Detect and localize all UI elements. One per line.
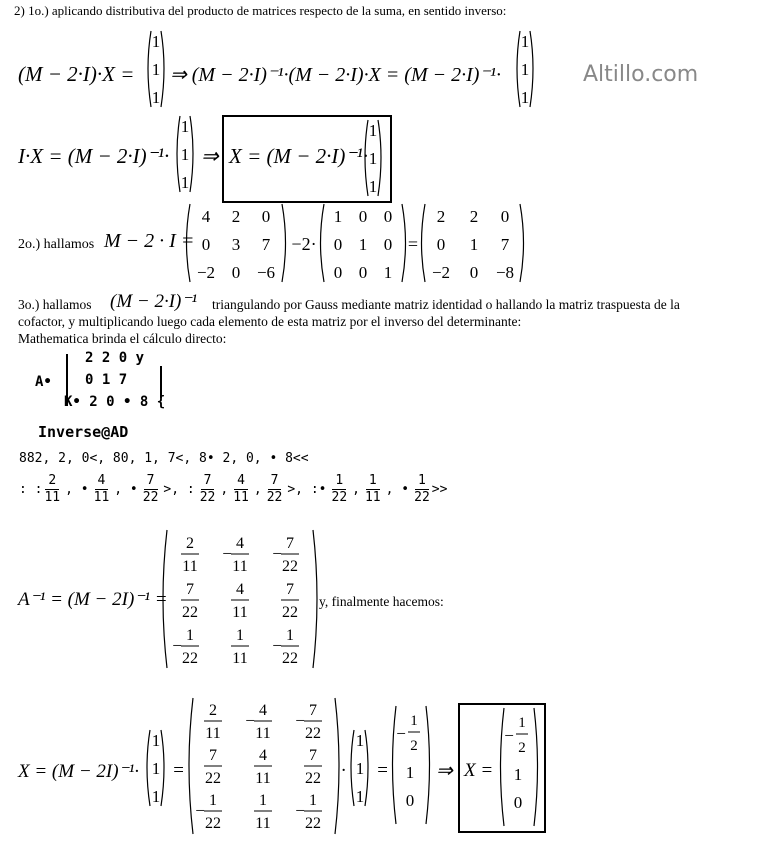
cell-denominator: 22 bbox=[305, 725, 321, 742]
matrix-cell: 0 bbox=[201, 235, 211, 254]
cell-sign: − bbox=[295, 801, 305, 820]
cell-denominator: 11 bbox=[255, 815, 271, 832]
eq3-matrices bbox=[184, 200, 529, 286]
mathematica-a-label: A• bbox=[35, 374, 52, 390]
vec-entry: 1 bbox=[151, 88, 161, 107]
cell-denominator: 11 bbox=[205, 725, 221, 742]
cell-denominator: 11 bbox=[232, 604, 248, 621]
cell-denominator: 22 bbox=[282, 558, 298, 575]
cell-numerator: 7 bbox=[209, 747, 217, 764]
cell-sign: − bbox=[272, 544, 282, 563]
mathematica-a-row: K• 2 0 • 8 { bbox=[64, 394, 166, 410]
matrix-cell: 2 bbox=[231, 207, 241, 226]
output-separator: , bbox=[220, 481, 229, 497]
result-entry: 1 bbox=[405, 763, 415, 782]
final-dot: · bbox=[341, 760, 346, 781]
matrix-cell: 0 bbox=[383, 207, 393, 226]
output-separator: , • bbox=[114, 481, 138, 497]
eq1-vector-right bbox=[512, 28, 538, 110]
finally-text: y, finalmente hacemos: bbox=[319, 594, 444, 609]
cell-numerator: 2 bbox=[209, 702, 217, 719]
matrix-cell: 0 bbox=[231, 263, 241, 282]
output-fraction bbox=[332, 473, 348, 506]
cell-numerator: 4 bbox=[259, 702, 267, 719]
matrix-cell: 1 bbox=[333, 207, 343, 226]
final-boxed-result bbox=[458, 703, 546, 833]
vec-entry: 1 bbox=[520, 60, 530, 79]
cell-sign: − bbox=[272, 636, 282, 655]
mathematica-a-row: 2 2 0 y bbox=[85, 350, 145, 366]
vec-entry: 1 bbox=[520, 88, 530, 107]
matrix-cell: 0 bbox=[469, 263, 479, 282]
cell-sign: − bbox=[222, 544, 232, 563]
matrix-cell: 0 bbox=[500, 207, 510, 226]
vec-entry: 1 bbox=[151, 759, 161, 778]
cell-numerator: 7 bbox=[286, 581, 294, 598]
matrix-cell: −2 bbox=[196, 263, 216, 282]
vec-entry: 1 bbox=[368, 121, 378, 140]
eq2-left: I·X = (M − 2·I)⁻¹· bbox=[18, 144, 170, 168]
cell-numerator: 7 bbox=[309, 747, 317, 764]
fraction-denominator: 22 bbox=[199, 489, 216, 505]
eq3-equals: = bbox=[407, 234, 419, 254]
vec-entry: 1 bbox=[355, 787, 365, 806]
fraction-denominator: 22 bbox=[266, 489, 283, 505]
fraction-numerator: 2 bbox=[45, 473, 59, 490]
cell-denominator: 22 bbox=[282, 650, 298, 667]
matrix-cell: 2 bbox=[469, 207, 479, 226]
fraction-numerator: 1 bbox=[415, 473, 429, 490]
fraction-denominator: 11 bbox=[233, 489, 249, 505]
cell-numerator: 7 bbox=[286, 535, 294, 552]
fraction-numerator: 7 bbox=[201, 473, 215, 490]
output-separator: >, : bbox=[163, 481, 195, 497]
output-fraction bbox=[143, 473, 159, 506]
output-fraction bbox=[267, 473, 283, 506]
cell-numerator: 1 bbox=[186, 627, 194, 644]
cell-denominator: 11 bbox=[255, 725, 271, 742]
vec-entry: 1 bbox=[368, 149, 378, 168]
matrix-cell: 0 bbox=[333, 235, 343, 254]
fraction-numerator: 4 bbox=[234, 473, 248, 490]
cell-sign: − bbox=[195, 801, 205, 820]
cell-numerator: 1 bbox=[236, 627, 244, 644]
vec-entry: 1 bbox=[355, 759, 365, 778]
fraction-numerator: 7 bbox=[144, 473, 158, 490]
fraction-denominator: 22 bbox=[331, 489, 348, 505]
output-separator: , • bbox=[65, 481, 89, 497]
vec-entry: 1 bbox=[151, 731, 161, 750]
eq2-vector-boxed bbox=[360, 117, 386, 199]
mathematica-output-2 bbox=[19, 468, 447, 510]
eq1-middle: ⇒ (M − 2·I)⁻¹·(M − 2·I)·X = (M − 2·I)⁻¹· bbox=[170, 64, 501, 86]
output-separator: >, :• bbox=[287, 481, 327, 497]
vec-entry: 1 bbox=[151, 32, 161, 51]
altillo-watermark: Altillo.com bbox=[583, 62, 699, 87]
vec-entry: 1 bbox=[180, 173, 190, 192]
matrix-cell: 0 bbox=[358, 207, 368, 226]
vec-entry: 1 bbox=[180, 117, 190, 136]
fraction-denominator: 22 bbox=[142, 489, 159, 505]
final-equals-2: = bbox=[376, 760, 389, 781]
cell-denominator: 22 bbox=[182, 650, 198, 667]
output-suffix: >> bbox=[431, 481, 448, 497]
final-lhs: X = (M − 2I)⁻¹· bbox=[18, 761, 140, 782]
cell-numerator: 4 bbox=[236, 535, 244, 552]
result-sign: − bbox=[504, 726, 514, 745]
final-result-vector bbox=[388, 703, 434, 827]
step2-prefix: 2o.) hallamos bbox=[18, 237, 95, 252]
final-inverse-matrix bbox=[186, 694, 342, 838]
result-num: 1 bbox=[410, 713, 418, 729]
cell-numerator: 1 bbox=[259, 792, 267, 809]
cell-sign: − bbox=[245, 711, 255, 730]
cell-denominator: 22 bbox=[182, 604, 198, 621]
matrix-cell: 1 bbox=[383, 263, 393, 282]
final-equals-1: = bbox=[172, 760, 185, 781]
output-separator: , • bbox=[385, 481, 410, 497]
cell-denominator: 22 bbox=[282, 604, 298, 621]
final-vector-left bbox=[142, 727, 170, 809]
final-boxed-vector bbox=[496, 705, 542, 829]
cell-sign: − bbox=[172, 636, 182, 655]
vec-entry: 1 bbox=[368, 177, 378, 196]
inverse-lhs: A⁻¹ = (M − 2I)⁻¹ = bbox=[18, 589, 168, 610]
vec-entry: 1 bbox=[520, 32, 530, 51]
matrix-cell: 0 bbox=[358, 263, 368, 282]
step3-text-b: triangulando por Gauss mediante matriz identidad o hallando la matriz traspuesta de la bbox=[212, 297, 680, 312]
fraction-numerator: 1 bbox=[332, 473, 346, 490]
step3-expr: (M − 2·I)⁻¹ bbox=[110, 291, 198, 312]
cell-denominator: 11 bbox=[232, 558, 248, 575]
fraction-numerator: 4 bbox=[95, 473, 109, 490]
matrix-cell: −8 bbox=[495, 263, 515, 282]
mathematica-inverse-cmd: Inverse@AD bbox=[38, 423, 129, 441]
matrix-cell: 0 bbox=[261, 207, 271, 226]
eq1-vector-left bbox=[143, 28, 169, 110]
cell-sign: − bbox=[295, 711, 305, 730]
matrix-cell: 3 bbox=[231, 235, 241, 254]
vec-entry: 1 bbox=[355, 731, 365, 750]
final-x-eq: X = bbox=[464, 760, 494, 781]
matrix-cell: 7 bbox=[261, 235, 271, 254]
step1-text: 2) 1o.) aplicando distributiva del producto de matrices respecto de la suma, en sentido inverso: bbox=[14, 3, 507, 18]
cell-denominator: 11 bbox=[182, 558, 198, 575]
step2-expr: M − 2 · I = bbox=[104, 230, 195, 252]
result-entry: 0 bbox=[405, 791, 415, 810]
output-fraction bbox=[233, 473, 249, 506]
cell-denominator: 22 bbox=[205, 770, 221, 787]
result-entry: 1 bbox=[513, 765, 523, 784]
cell-numerator: 1 bbox=[286, 627, 294, 644]
matrix-cell: −6 bbox=[256, 263, 276, 282]
output-fraction bbox=[94, 473, 110, 506]
fraction-denominator: 11 bbox=[364, 489, 381, 505]
output-fraction bbox=[200, 473, 216, 506]
eq2-arrow: ⇒ bbox=[201, 144, 219, 168]
vec-entry: 1 bbox=[151, 60, 161, 79]
cell-numerator: 7 bbox=[309, 702, 317, 719]
output-separator: , bbox=[253, 481, 262, 497]
output-fraction bbox=[414, 473, 430, 506]
eq2-boxed-expr: X = (M − 2·I)⁻¹· bbox=[229, 144, 369, 168]
matrix-cell: 4 bbox=[201, 207, 211, 226]
mathematica-output-1: 882, 2, 0<, 80, 1, 7<, 8• 2, 0, • 8<< bbox=[19, 451, 309, 466]
cell-denominator: 22 bbox=[205, 815, 221, 832]
fraction-denominator: 11 bbox=[93, 489, 110, 505]
fraction-numerator: 7 bbox=[268, 473, 282, 490]
step3-text-d: Mathematica brinda el cálculo directo: bbox=[18, 331, 227, 346]
matrix-cell: 0 bbox=[383, 235, 393, 254]
matrix-cell: −2 bbox=[431, 263, 451, 282]
eq3-minus: −2· bbox=[291, 234, 317, 254]
vec-entry: 1 bbox=[151, 787, 161, 806]
result-num: 1 bbox=[518, 715, 526, 731]
result-den: 2 bbox=[410, 738, 418, 754]
cell-numerator: 7 bbox=[186, 581, 194, 598]
output-fraction bbox=[365, 473, 381, 506]
matrix-cell: 1 bbox=[469, 235, 479, 254]
mathematica-a-row: 0 1 7 bbox=[85, 372, 128, 388]
result-sign: − bbox=[396, 724, 406, 743]
step3-label: 3o.) hallamos bbox=[18, 297, 92, 312]
step3-text-c: cofactor, y multiplicando luego cada elemento de esta matriz por el inverso del determinante: bbox=[18, 314, 522, 329]
eq1-left: (M − 2·I)·X = bbox=[18, 62, 135, 86]
result-entry: 0 bbox=[513, 793, 523, 812]
cell-denominator: 11 bbox=[232, 650, 248, 667]
output-fraction bbox=[44, 473, 60, 506]
final-vector-mid bbox=[346, 727, 374, 809]
fraction-numerator: 1 bbox=[366, 473, 380, 490]
cell-numerator: 4 bbox=[259, 747, 267, 764]
fraction-denominator: 22 bbox=[414, 489, 430, 505]
inverse-matrix bbox=[160, 526, 320, 672]
matrix-cell: 2 bbox=[436, 207, 446, 226]
matrix-cell: 0 bbox=[333, 263, 343, 282]
matrix-cell: 7 bbox=[500, 235, 510, 254]
cell-denominator: 11 bbox=[255, 770, 271, 787]
cell-denominator: 22 bbox=[305, 815, 321, 832]
fraction-denominator: 11 bbox=[44, 489, 61, 505]
cell-numerator: 4 bbox=[236, 581, 244, 598]
matrix-cell: 1 bbox=[358, 235, 368, 254]
cell-denominator: 22 bbox=[305, 770, 321, 787]
final-arrow: ⇒ bbox=[436, 760, 453, 782]
cell-numerator: 1 bbox=[209, 792, 217, 809]
matrix-cell: 0 bbox=[436, 235, 446, 254]
eq2-boxed-result bbox=[222, 115, 392, 203]
cell-numerator: 1 bbox=[309, 792, 317, 809]
eq2-vector-left bbox=[172, 113, 198, 195]
cell-numerator: 2 bbox=[186, 535, 194, 552]
vec-entry: 1 bbox=[180, 145, 190, 164]
output-prefix: : : bbox=[19, 481, 43, 497]
result-den: 2 bbox=[518, 740, 526, 756]
output-separator: , bbox=[352, 481, 360, 497]
